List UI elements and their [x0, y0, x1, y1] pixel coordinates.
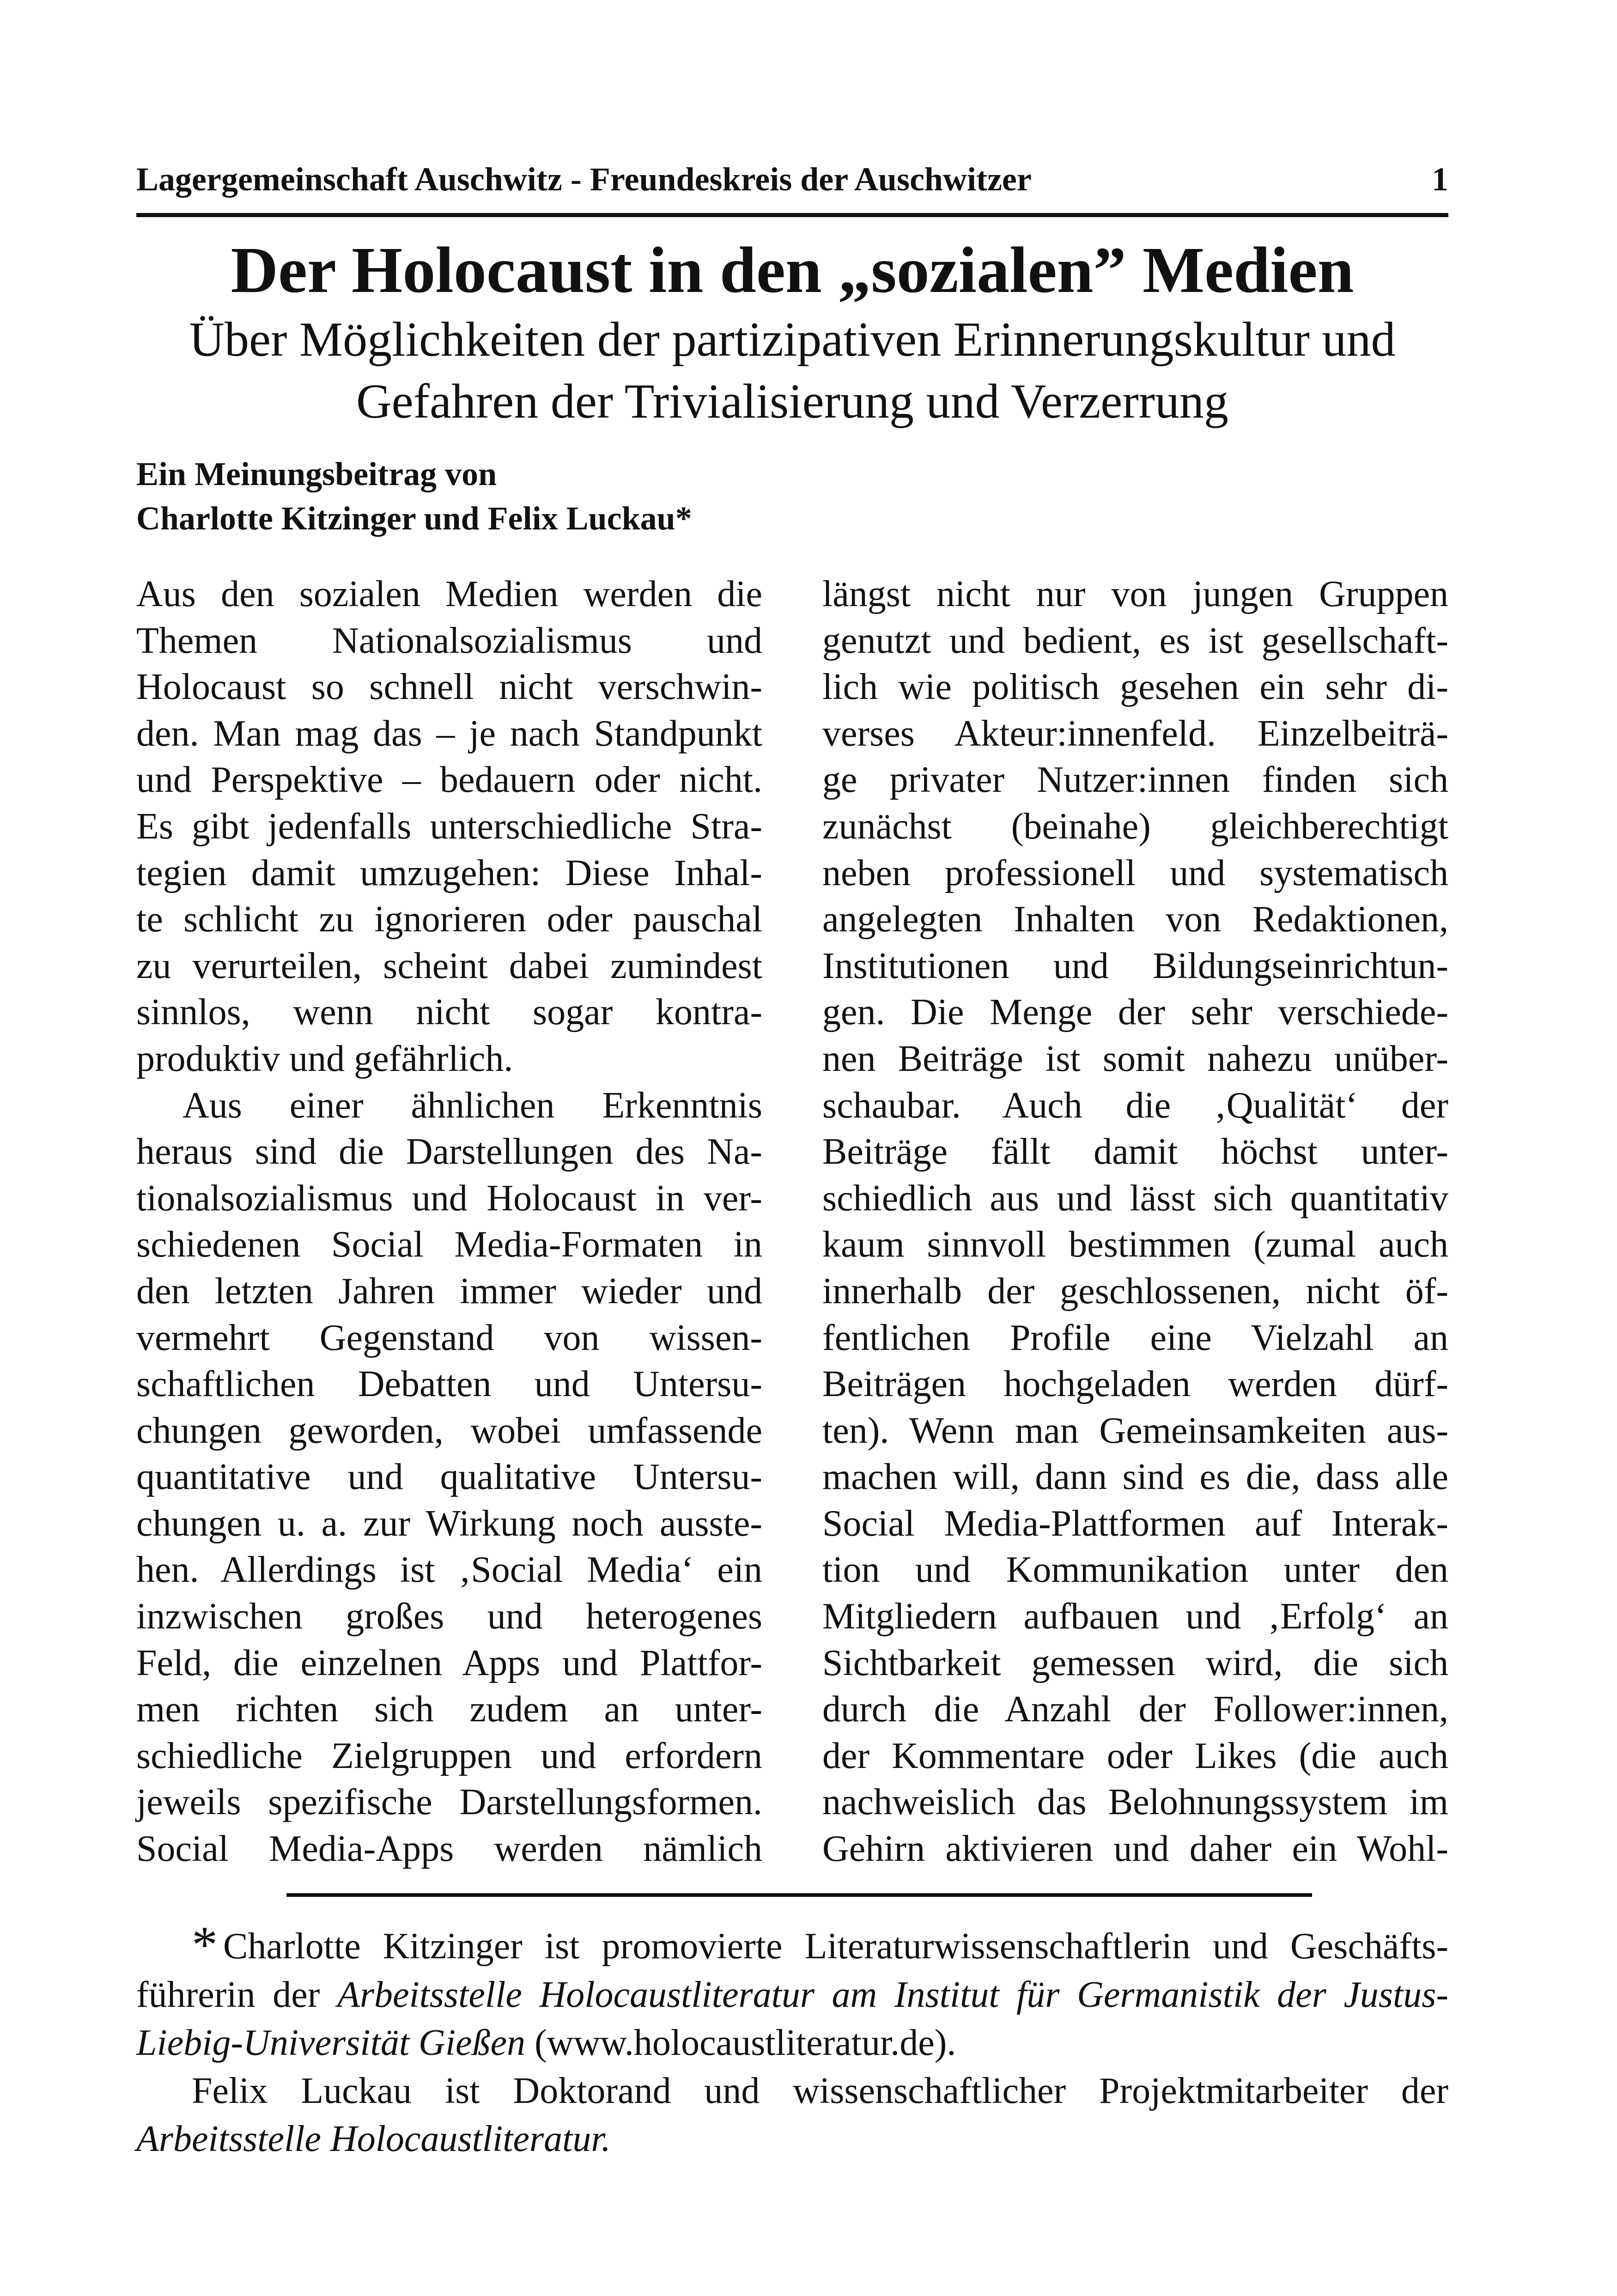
text-line: innerhalb der geschlossenen, nicht öf- — [822, 1270, 1448, 1312]
text-line: schiedlich aus und lässt sich quantitativ — [822, 1178, 1448, 1219]
text-line: längst nicht nur von jungen Gruppen — [822, 574, 1448, 614]
text-line: Social Media-Plattformen auf Interak- — [822, 1503, 1448, 1544]
footnote-line — [136, 1916, 1448, 1974]
text-line: den letzten Jahren immer wieder und — [136, 1270, 762, 1312]
text-line: Es gibt jedenfalls unterschiedliche Stra- — [136, 806, 762, 847]
text-line: chungen u. a. zur Wirkung noch ausste- — [136, 1503, 762, 1544]
running-header-title: Lagergemeinschaft Auschwitz - Freundeskreis der Auschwitzer — [136, 161, 1032, 198]
text-line: nen Beiträge ist somit nahezu unüber- — [822, 1038, 1448, 1079]
footnote-line — [136, 1971, 1448, 2019]
text-line: inzwischen großes und heterogenes — [136, 1596, 762, 1637]
text-line: Gehirn aktivieren und daher ein Wohl- — [822, 1828, 1448, 1870]
footnote-text: Charlotte Kitzinger ist promovierte Literaturwissenschaftlerin und Geschäfts- — [223, 1926, 1448, 1967]
footnote-text: (www.holocaustliteratur.de). — [525, 2023, 956, 2063]
text-line: und Perspektive – bedauern oder nicht. — [136, 759, 762, 801]
text-line: durch die Anzahl der Follower:innen, — [822, 1689, 1448, 1730]
text-line: schaftlichen Debatten und Untersu- — [136, 1364, 762, 1405]
text-line: zu verurteilen, scheint dabei zumindest — [136, 945, 762, 986]
text-line: genutzt und bedient, es ist gesellschaft- — [822, 620, 1448, 661]
text-line: tegien damit umzugehen: Diese Inhal- — [136, 852, 762, 893]
body-column-right — [822, 571, 1448, 1872]
text-line: ge privater Nutzer:innen finden sich — [822, 759, 1448, 801]
text-line: nachweislich das Belohnungssystem im — [822, 1782, 1448, 1823]
footnote-line: Felix Luckau ist Doktorand und wissenschaftlicher Projektmitarbeiter der — [192, 2071, 1448, 2111]
institution-name: Arbeitsstelle Holocaustliteratur. — [136, 2119, 611, 2159]
text-line: neben professionell und systematisch — [822, 852, 1448, 893]
text-line: lich wie politisch gesehen ein sehr di- — [822, 667, 1448, 708]
text-line: Holocaust so schnell nicht verschwin- — [136, 667, 762, 708]
text-line: Mitgliedern aufbauen und ‚Erfolg‘ an — [822, 1596, 1448, 1637]
text-line: chungen geworden, wobei umfassende — [136, 1410, 762, 1451]
text-line: tion und Kommunikation unter den — [822, 1549, 1448, 1591]
text-line: heraus sind die Darstellungen des Na- — [136, 1131, 762, 1172]
subtitle-line: Gefahren der Trivialisierung und Verzerrung — [356, 374, 1228, 428]
author-footnotes — [136, 1916, 1448, 2163]
footnote-text: führerin der — [136, 1974, 337, 2015]
text-line: te schlicht zu ignorieren oder pauschal — [136, 899, 762, 940]
text-line: Aus den sozialen Medien werden die — [136, 574, 762, 614]
text-line: quantitative und qualitative Untersu- — [136, 1457, 762, 1498]
text-line: fentlichen Profile eine Vielzahl an — [822, 1317, 1448, 1358]
text-line: men richten sich zudem an unter- — [136, 1689, 762, 1730]
text-line: gen. Die Menge der sehr verschiede- — [822, 992, 1448, 1033]
institution-name: Arbeitsstelle Holocaustliteratur am Institut für Germanistik der Justus- — [337, 1974, 1448, 2015]
text-line: jeweils spezifische Darstellungsformen. — [136, 1782, 762, 1823]
footnote-asterisk: * — [192, 1916, 218, 1974]
footnote-line — [136, 2019, 1448, 2067]
text-line: hen. Allerdings ist ‚Social Media‘ ein — [136, 1549, 762, 1591]
text-line: Beiträgen hochgeladen werden dürf- — [822, 1364, 1448, 1405]
text-line: Aus einer ähnlichen Erkenntnis — [182, 1085, 762, 1126]
page-number: 1 — [1432, 161, 1448, 198]
text-line: ten). Wenn man Gemeinsamkeiten aus- — [822, 1410, 1448, 1451]
article-byline — [136, 452, 1448, 541]
text-line: tionalsozialismus und Holocaust in ver- — [136, 1178, 762, 1219]
byline-line: Charlotte Kitzinger und Felix Luckau* — [136, 500, 692, 537]
text-line: sinnlos, wenn nicht sogar kontra- — [136, 992, 762, 1033]
text-line: Institutionen und Bildungseinrichtun- — [822, 945, 1448, 986]
text-line: Themen Nationalsozialismus und — [136, 620, 762, 661]
text-line: kaum sinnvoll bestimmen (zumal auch — [822, 1224, 1448, 1265]
article-subtitle — [136, 309, 1448, 432]
text-line: Sichtbarkeit gemessen wird, die sich — [822, 1642, 1448, 1683]
running-header — [136, 163, 1448, 217]
footnote-divider — [286, 1893, 1312, 1897]
text-line: produktiv und gefährlich. — [136, 1038, 513, 1079]
text-line: zunächst (beinahe) gleichberechtigt — [822, 806, 1448, 847]
text-line: angelegten Inhalten von Redaktionen, — [822, 899, 1448, 940]
text-line: vermehrt Gegenstand von wissen- — [136, 1317, 762, 1358]
text-line: verses Akteur:innenfeld. Einzelbeiträ- — [822, 713, 1448, 754]
body-column-left — [136, 571, 762, 1872]
text-line: den. Man mag das – je nach Standpunkt — [136, 713, 762, 754]
text-line: schiedenen Social Media-Formaten in — [136, 1224, 762, 1265]
byline-line: Ein Meinungsbeitrag von — [136, 456, 497, 492]
text-line: Feld, die einzelnen Apps und Plattfor- — [136, 1642, 762, 1683]
text-line: machen will, dann sind es die, dass alle — [822, 1457, 1448, 1498]
article-title: Der Holocaust in den „sozialen” Medien — [231, 233, 1354, 306]
text-line: der Kommentare oder Likes (die auch — [822, 1735, 1448, 1776]
subtitle-line: Über Möglichkeiten der partizipativen Erinnerungskultur und — [189, 312, 1396, 366]
institution-name: Liebig-Universität Gießen — [136, 2023, 526, 2063]
text-line: schiedliche Zielgruppen und erfordern — [136, 1735, 762, 1776]
text-line: schaubar. Auch die ‚Qualität‘ der — [822, 1085, 1448, 1126]
text-line: Beiträge fällt damit höchst unter- — [822, 1131, 1448, 1172]
text-line: Social Media-Apps werden nämlich — [136, 1828, 762, 1870]
